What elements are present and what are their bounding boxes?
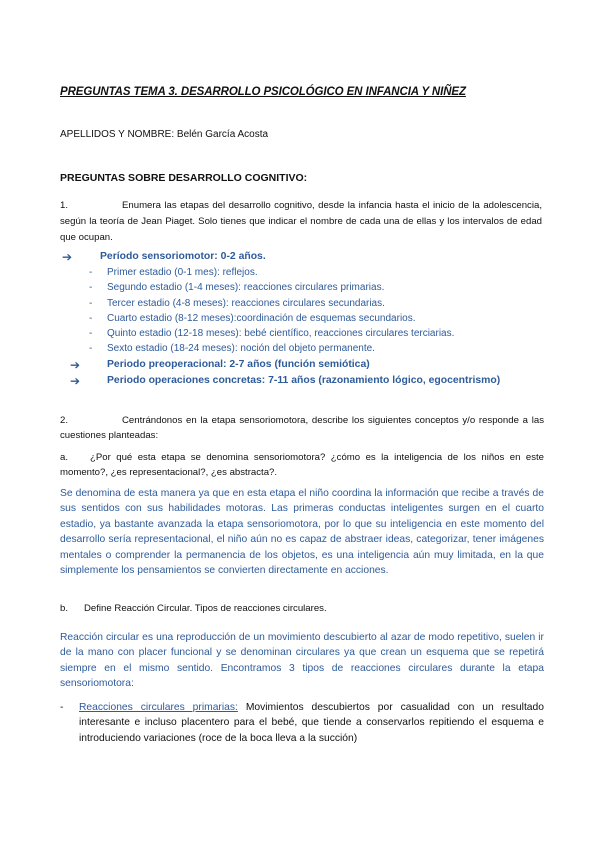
substage-label: Primer estadio (0-1 mes): reflejos.	[107, 267, 258, 278]
question-2a-number: a.	[60, 452, 69, 463]
arrow-icon: ➔	[70, 373, 81, 388]
substage-label: Cuarto estadio (8-12 meses):coordinación de esquemas secundarios.	[107, 312, 416, 324]
dash-bullet: -	[89, 328, 93, 340]
question-2b	[60, 603, 327, 614]
answer-2b-item	[60, 700, 544, 746]
answer-2a: Se denomina de esta manera ya que en esta etapa el niño coordina la información que recibe a través de sus sentidos con sus habilidades motoras. Las primeras conductas inteligentes surgen en el cuarto estadio, ya bastante avanzada la etapa sensoriomotora, por lo que su inteligencia en este momento del desarrollo sería representacional, el niño aún no es capaz de abstraer ideas, categorizar, tener imágenes mentales o comprender la permanencia de los objetos, es una inteligencia aún muy limitada, en la que simplemente los pensamientos se convierten directamente en acciones.	[60, 488, 544, 577]
item-text: Movimientos descubiertos por casualidad con un resultado interesante e incluso placentero para el bebé, que tiende a conservarlos repitiendo el esquema e introduciendo variaciones (roce de la boca lleva a la succión)	[79, 702, 544, 744]
dash-bullet: -	[89, 343, 93, 355]
dash-bullet: -	[60, 702, 64, 713]
question-1	[60, 198, 542, 246]
stage-label: Periodo operaciones concretas: 7-11 años (razonamiento lógico, egocentrismo)	[107, 374, 501, 386]
substage-label: Sexto estadio (18-24 meses): noción del objeto permanente.	[107, 343, 375, 355]
stage-label: Período sensoriomotor: 0-2 años.	[100, 251, 266, 262]
question-2	[60, 413, 544, 443]
author-line	[60, 129, 268, 140]
author-label: APELLIDOS Y NOMBRE:	[60, 129, 175, 140]
question-2a-text: ¿Por qué esta etapa se denomina sensoriomotora? ¿cómo es la inteligencia de los niños en este momento?, ¿es representacional?, ¿es abstracta?.	[60, 452, 544, 478]
dash-bullet: -	[89, 267, 93, 278]
question-2b-number: b.	[60, 603, 69, 614]
question-1-text: Enumera las etapas del desarrollo cognitivo, desde la infancia hasta el inicio de la adolescencia, según la teoría de Jean Piaget. Solo tienes que indicar el nombre de cada una de ellas y los intervalos de edad que ocupan.	[60, 200, 542, 243]
question-1-number: 1.	[60, 200, 69, 211]
dash-bullet: -	[89, 282, 93, 294]
page-title: PREGUNTAS TEMA 3. DESARROLLO PSICOLÓGICO EN INFANCIA Y NIÑEZ	[60, 86, 466, 98]
substage-label: Quinto estadio (12-18 meses): bebé científico, reacciones circulares terciarias.	[107, 328, 455, 340]
arrow-icon: ➔	[70, 357, 81, 372]
stage-label: Periodo preoperacional: 2-7 años (función semiótica)	[107, 358, 370, 370]
question-2-text: Centrándonos en la etapa sensoriomotora, describe los siguientes conceptos y/o responde a las cuestiones planteadas:	[60, 415, 544, 441]
question-2-number: 2.	[60, 415, 69, 426]
answer-2b: Reacción circular es una reproducción de un movimiento descubierto al azar de modo repetitivo, suelen ir de la mano con placer funcional y se denominan circulares ya que crean un esquema que se repetirá siempre en el mismo sentido. Encontramos 3 tipos de reacciones circulares durante la etapa sensoriomotora:	[60, 632, 544, 690]
substage-label: Segundo estadio (1-4 meses): reacciones circulares primarias.	[107, 282, 385, 294]
question-2a	[60, 451, 544, 480]
arrow-icon: ➔	[62, 250, 73, 264]
question-2b-text: Define Reacción Circular. Tipos de reacciones circulares.	[84, 603, 327, 614]
author-name: Belén García Acosta	[176, 129, 269, 140]
substage-label: Tercer estadio (4-8 meses): reacciones circulares secundarias.	[107, 297, 385, 309]
dash-bullet: -	[89, 297, 93, 309]
dash-bullet: -	[89, 312, 93, 324]
item-term: Reacciones circulares primarias:	[79, 702, 238, 713]
section-title: PREGUNTAS SOBRE DESARROLLO COGNITIVO:	[60, 172, 308, 184]
